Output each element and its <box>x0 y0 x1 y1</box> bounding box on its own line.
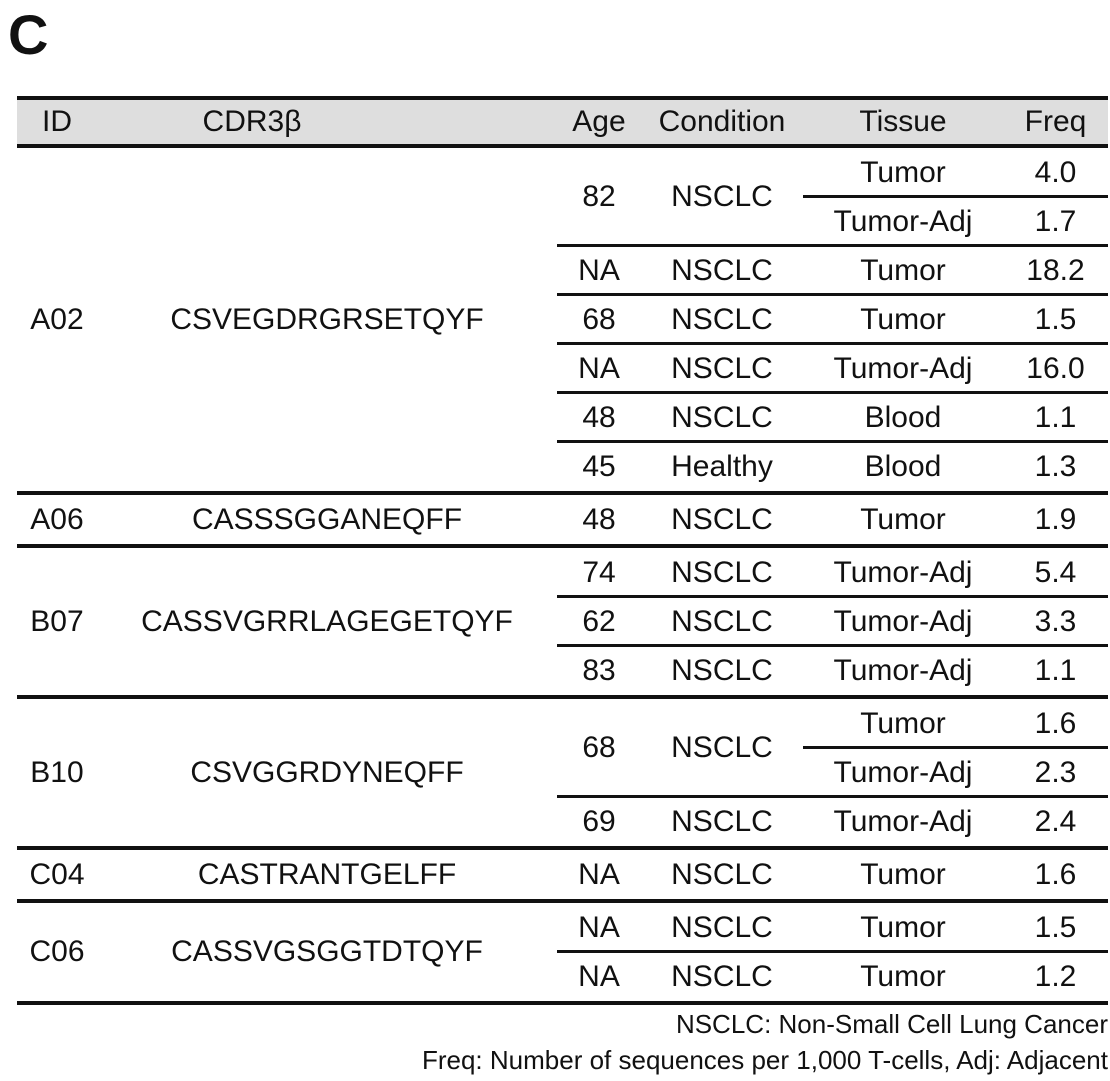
freq-cell: 1.7 <box>1034 204 1077 238</box>
row-group-a02 <box>17 148 1108 495</box>
table-bottom-rule <box>17 1001 1108 1005</box>
condition-cell: NSCLC <box>671 180 773 213</box>
header-freq: Freq <box>1024 105 1087 138</box>
footnote-freq-definition: Freq: Number of sequences per 1,000 T-cells, Adj: Adjacent <box>421 1045 1108 1075</box>
age-cell: 48 <box>582 400 616 434</box>
tissue-cell: Tumor <box>860 155 946 189</box>
condition-cell: NSCLC <box>671 351 773 385</box>
age-cell: NA <box>578 959 620 993</box>
tissue-divider <box>803 746 1108 749</box>
age-cell: 69 <box>582 804 616 838</box>
condition-cell: NSCLC <box>671 857 773 891</box>
freq-cell: 5.4 <box>1034 555 1077 589</box>
header-age: Age <box>572 105 626 138</box>
header-id: ID <box>42 105 72 138</box>
tissue-cell: Tumor <box>860 959 946 993</box>
clone-id: C04 <box>29 857 85 891</box>
cdr3-sequence: CASSVGSGGTDTQYF <box>171 935 483 968</box>
clone-id: A02 <box>30 302 84 336</box>
row-group-c06 <box>17 903 1108 1001</box>
panel-label: C <box>8 3 49 66</box>
condition-cell: NSCLC <box>671 400 773 434</box>
condition-cell: NSCLC <box>671 804 773 838</box>
tissue-divider <box>803 195 1108 198</box>
freq-cell: 1.6 <box>1034 706 1077 740</box>
condition-cell: NSCLC <box>671 302 773 336</box>
tissue-cell: Tumor-Adj <box>833 804 973 838</box>
freq-cell: 1.1 <box>1034 400 1077 434</box>
age-cell: 45 <box>582 449 616 483</box>
freq-cell: 1.3 <box>1034 449 1077 483</box>
condition-cell: NSCLC <box>671 555 773 589</box>
tcr-table <box>17 96 1108 1001</box>
freq-cell: 1.9 <box>1034 502 1077 536</box>
tissue-cell: Tumor-Adj <box>833 204 973 238</box>
clone-id: A06 <box>30 502 84 536</box>
tissue-cell: Tumor <box>860 910 946 944</box>
tissue-cell: Tumor <box>860 302 946 336</box>
cdr3-sequence: CASSSGGANEQFF <box>191 502 463 536</box>
header-cdr3: CDR3β <box>202 105 302 138</box>
table-body <box>17 148 1108 1001</box>
tissue-cell: Tumor <box>860 502 946 536</box>
age-cell: 83 <box>582 653 616 687</box>
cdr3-sequence: CSVEGDRGRSETQYF <box>170 302 484 336</box>
tissue-cell: Tumor-Adj <box>833 351 973 385</box>
tissue-cell: Tumor-Adj <box>833 555 973 589</box>
tissue-cell: Tumor-Adj <box>833 755 973 789</box>
condition-cell: NSCLC <box>671 253 773 287</box>
freq-cell: 2.3 <box>1034 755 1077 789</box>
freq-cell: 1.6 <box>1034 857 1077 891</box>
age-cell: NA <box>578 253 620 287</box>
freq-cell: 1.1 <box>1034 653 1077 687</box>
age-cell: NA <box>578 857 620 891</box>
age-cell: 48 <box>582 502 616 536</box>
tissue-cell: Tumor <box>860 706 946 740</box>
row-group-c04 <box>17 850 1108 903</box>
cdr3-sequence: CSVGGRDYNEQFF <box>190 755 464 789</box>
tissue-cell: Tumor-Adj <box>833 653 973 687</box>
cdr3-sequence: CASSVGRRLAGEGETQYF <box>141 604 513 638</box>
freq-cell: 1.5 <box>1034 910 1077 944</box>
freq-cell: 1.5 <box>1034 302 1077 336</box>
clone-id: B07 <box>30 604 84 638</box>
clone-id: C06 <box>29 935 85 968</box>
condition-cell: NSCLC <box>671 604 773 638</box>
age-cell: 82 <box>582 180 616 213</box>
condition-cell: Healthy <box>671 449 773 483</box>
footnote-abbreviation: NSCLC: Non-Small Cell Lung Cancer <box>675 1009 1108 1039</box>
tissue-cell: Tumor-Adj <box>833 604 973 638</box>
freq-cell: 2.4 <box>1034 804 1077 838</box>
tissue-cell: Blood <box>864 449 942 483</box>
cdr3-sequence: CASTRANTGELFF <box>197 857 457 891</box>
freq-cell: 18.2 <box>1026 253 1085 287</box>
age-cell: 68 <box>582 731 616 764</box>
freq-cell: 16.0 <box>1026 351 1085 385</box>
tissue-cell: Tumor <box>860 253 946 287</box>
freq-cell: 4.0 <box>1034 155 1077 189</box>
table-header <box>17 96 1108 148</box>
header-condition: Condition <box>658 105 786 138</box>
condition-cell: NSCLC <box>671 731 773 764</box>
condition-cell: NSCLC <box>671 502 773 536</box>
row-group-a06 <box>17 495 1108 548</box>
condition-cell: NSCLC <box>671 910 773 944</box>
tissue-cell: Blood <box>864 400 942 434</box>
condition-cell: NSCLC <box>671 959 773 993</box>
freq-cell: 3.3 <box>1034 604 1077 638</box>
age-cell: 68 <box>582 302 616 336</box>
age-cell: 74 <box>582 555 616 589</box>
condition-cell: NSCLC <box>671 653 773 687</box>
age-cell: 62 <box>582 604 616 638</box>
clone-id: B10 <box>30 755 84 789</box>
age-cell: NA <box>578 910 620 944</box>
row-group-b10 <box>17 699 1108 850</box>
age-cell: NA <box>578 351 620 385</box>
freq-cell: 1.2 <box>1034 959 1077 993</box>
tissue-cell: Tumor <box>860 857 946 891</box>
header-tissue: Tissue <box>859 105 947 138</box>
row-group-b07 <box>17 548 1108 699</box>
